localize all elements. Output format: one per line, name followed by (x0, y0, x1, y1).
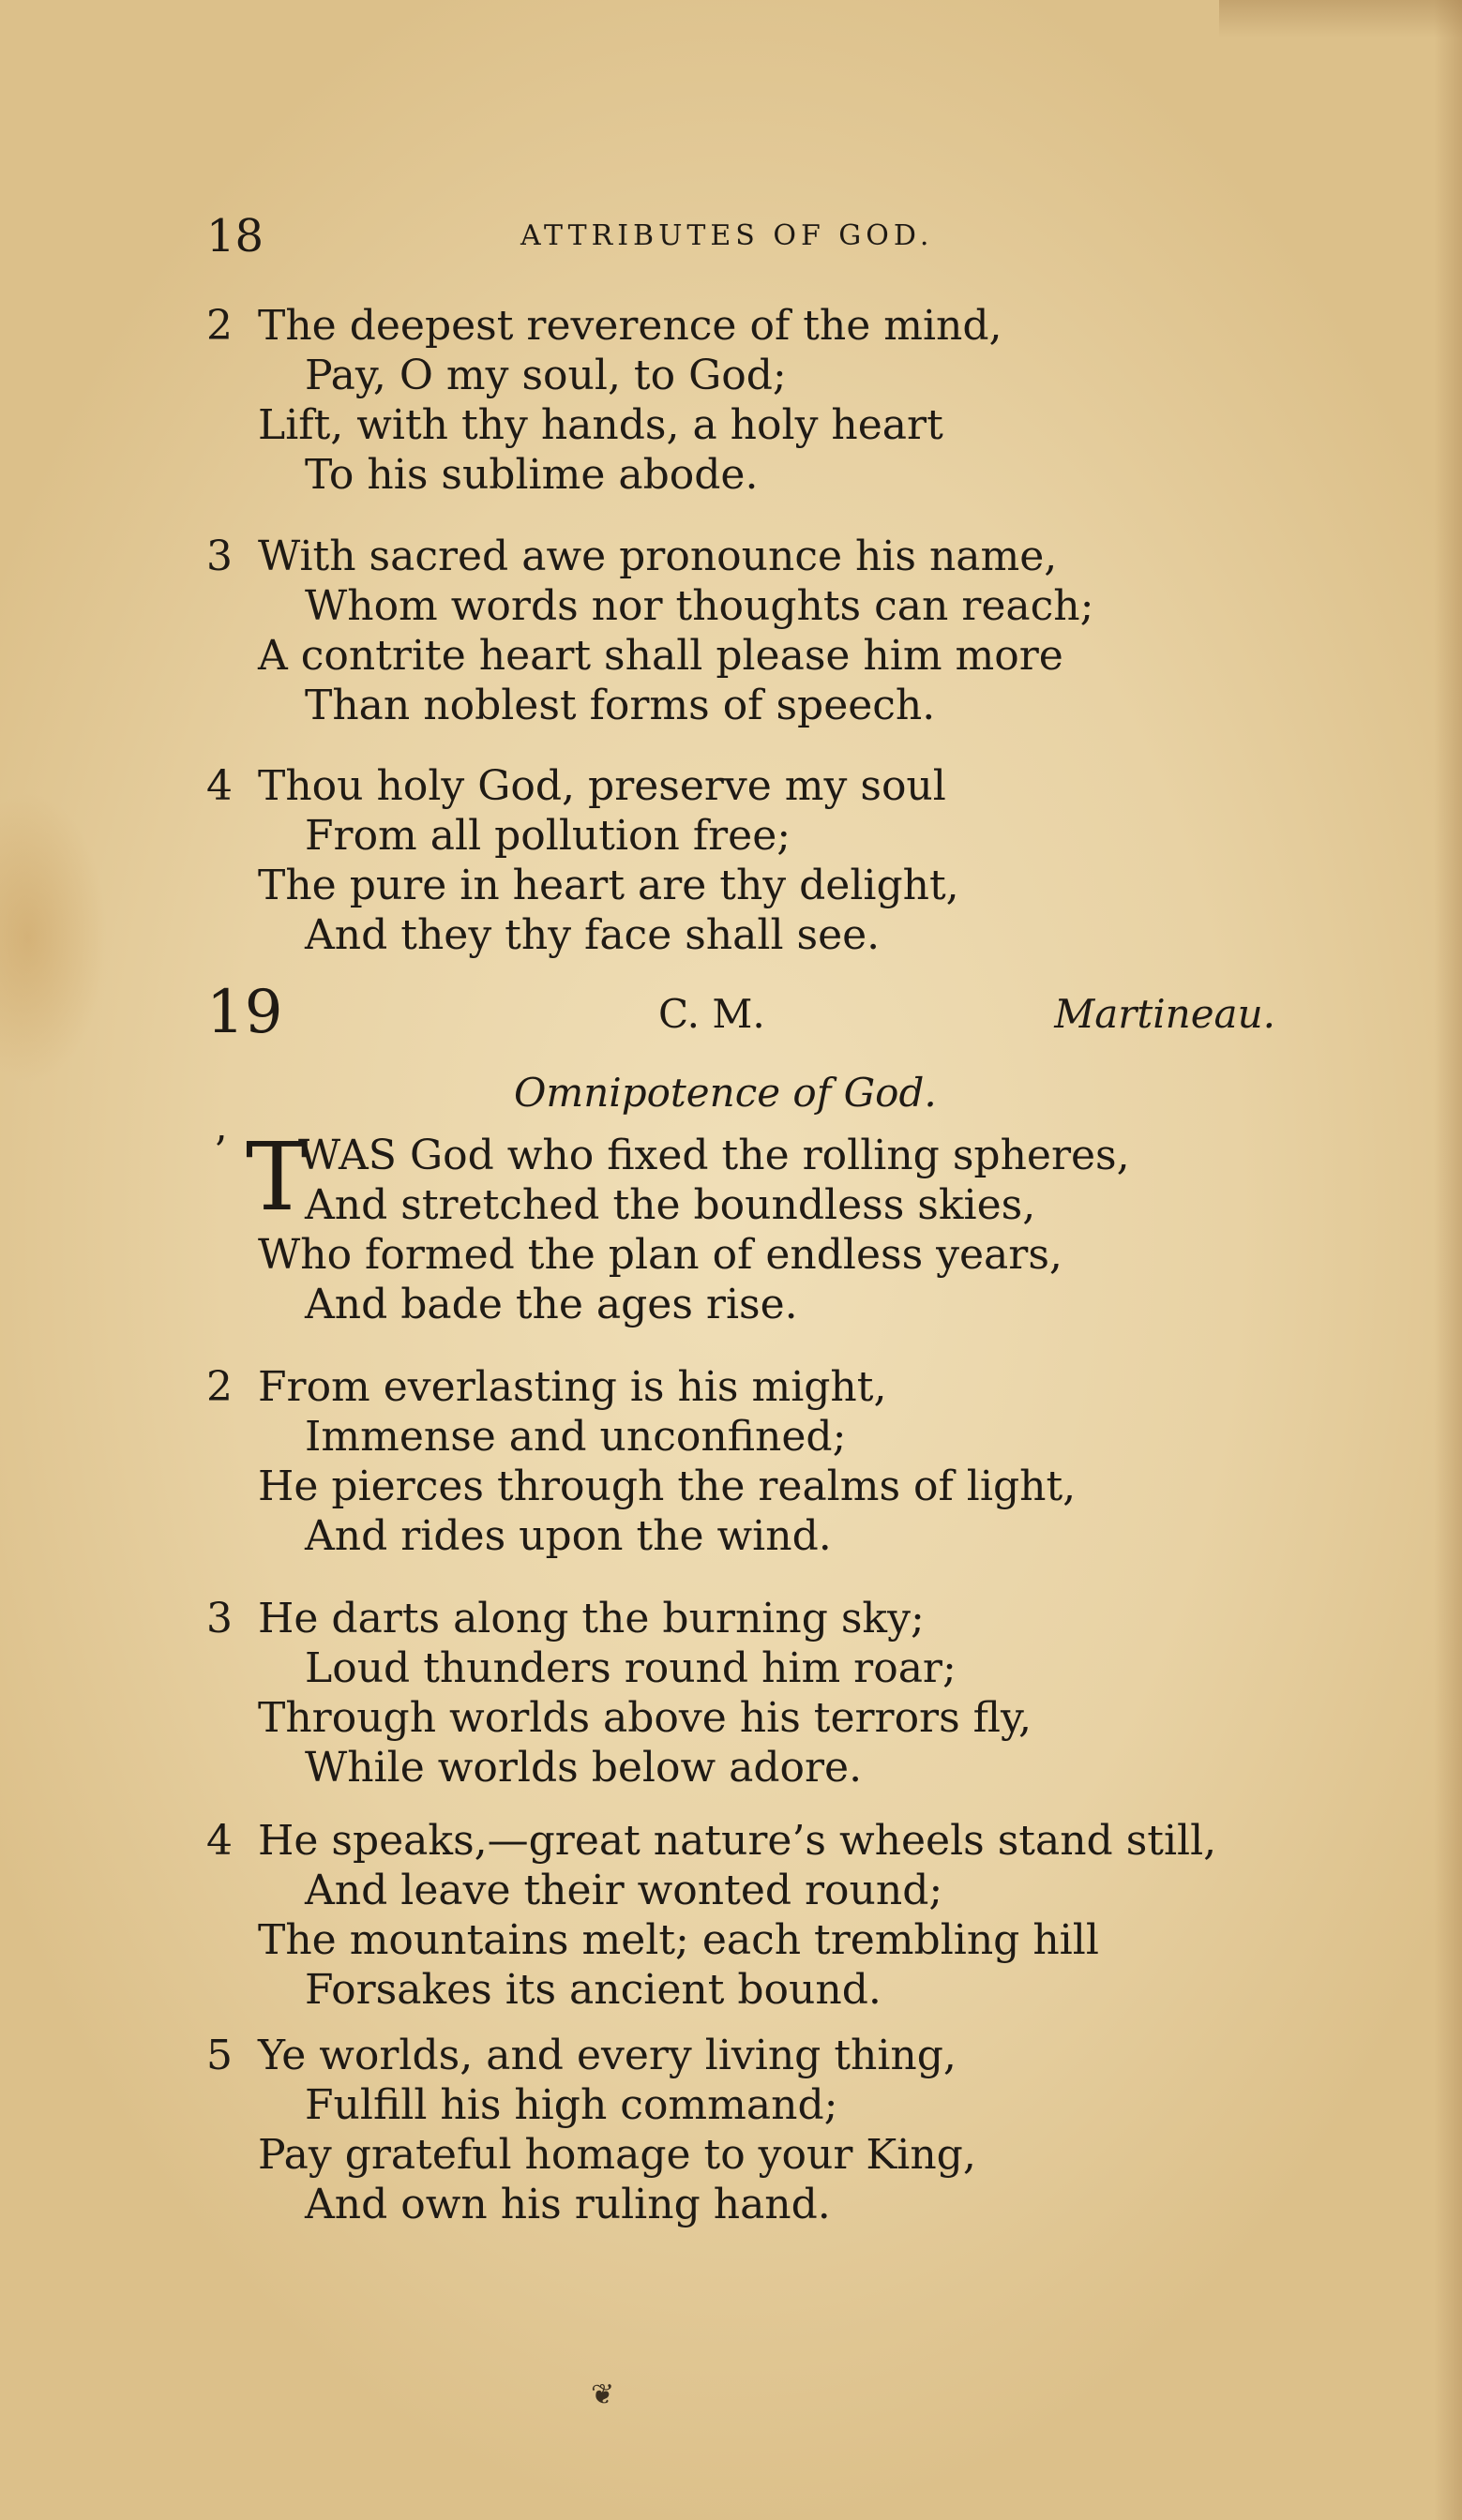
verse-text: With sacred awe pronounce his name, (258, 532, 1058, 580)
verse-line: And leave their wonted round; (305, 1867, 943, 1914)
verse-line (206, 532, 1332, 581)
verse-text: Thou holy God, preserve my soul (258, 762, 946, 810)
verse-line (206, 1594, 1332, 1643)
verse-line (206, 1362, 1332, 1412)
stanza-18-2 (206, 301, 1332, 500)
verse-line: To his sublime abode. (305, 451, 759, 499)
verse-line: Pay, O my soul, to God; (305, 352, 787, 399)
verse-line: Loud thunders round him roar; (305, 1644, 957, 1692)
verse-line (206, 1816, 1332, 1866)
running-title: ATTRIBUTES OF GOD. (520, 219, 934, 252)
verse-line: Whom words nor thoughts can reach; (305, 582, 1094, 630)
stanza-19-3 (206, 1594, 1332, 1792)
verse-text: From everlasting is his might, (258, 1363, 887, 1411)
stanza-18-4 (206, 761, 1332, 960)
dropcap-letter: T (246, 1122, 309, 1232)
verse-text: WAS God who fixed the rolling spheres, (298, 1132, 1130, 1179)
verse-line: Immense and unconfined; (305, 1413, 847, 1461)
verse-line: From all pollution free; (305, 812, 791, 860)
verse-line: The mountains melt; each trembling hill (258, 1916, 1099, 1964)
stanza-number: 5 (206, 2032, 233, 2079)
stanza-number: 3 (206, 1595, 233, 1642)
verse-line (206, 2031, 1332, 2080)
verse-line (206, 761, 1332, 811)
verse-line (206, 301, 1332, 351)
hymn-meter: C. M. (658, 991, 765, 1037)
verse-line: And bade the ages rise. (305, 1281, 798, 1328)
stanza-number: 4 (206, 762, 233, 810)
verse-line: While worlds below adore. (305, 1744, 863, 1792)
verse-line: The pure in heart are thy delight, (258, 862, 959, 909)
verse-line: Lift, with thy hands, a holy heart (258, 401, 943, 449)
verse-text: He speaks,—great nature’s wheels stand still, (258, 1817, 1217, 1865)
verse-line: A contrite heart shall please him more (258, 632, 1063, 680)
page-header (206, 208, 1275, 264)
stanza-number: 3 (206, 532, 233, 580)
verse-line: Than noblest forms of speech. (305, 682, 936, 729)
verse-text: He darts along the burning sky; (258, 1595, 925, 1642)
dropcap-apostrophe: ’ (214, 1128, 227, 1176)
hymn-number: 19 (206, 978, 283, 1047)
verse-text: The deepest reverence of the mind, (258, 302, 1002, 350)
verse-line: And rides upon the wind. (305, 1512, 832, 1560)
hymn-heading (206, 975, 1275, 1050)
stanza-19-1 (206, 1122, 1332, 1329)
stanza-19-2 (206, 1362, 1332, 1561)
verse-text: Ye worlds, and every living thing, (258, 2032, 957, 2079)
verse-line: Through worlds above his terrors fly, (258, 1694, 1032, 1742)
verse-line: Forsakes its ancient bound. (305, 1966, 882, 2014)
stanza-19-5 (206, 2031, 1332, 2229)
page-edge-right (1434, 0, 1462, 2520)
stanza-number: 2 (206, 302, 233, 350)
hymn-title: Omnipotence of God. (514, 1070, 937, 1116)
verse-line: Pay grateful homage to your King, (258, 2131, 976, 2179)
verse-line: Who formed the plan of endless years, (258, 1231, 1063, 1279)
verse-line: He pierces through the realms of light, (258, 1462, 1077, 1510)
verse-line: And they thy face shall see. (305, 911, 881, 959)
page-edge-shadow (1219, 0, 1462, 38)
hymn-author: Martineau. (1054, 991, 1275, 1037)
stanza-number: 4 (206, 1817, 233, 1865)
stanza-18-3 (206, 532, 1332, 730)
footer-ornament-icon: ❦ (591, 2378, 615, 2411)
stanza-19-4 (206, 1816, 1332, 2015)
verse-line: And own his ruling hand. (305, 2181, 831, 2228)
stanza-number: 2 (206, 1363, 233, 1411)
verse-line: And stretched the boundless skies, (305, 1181, 1036, 1229)
page-number: 18 (206, 210, 264, 262)
verse-line: Fulfill his high command; (305, 2081, 838, 2129)
